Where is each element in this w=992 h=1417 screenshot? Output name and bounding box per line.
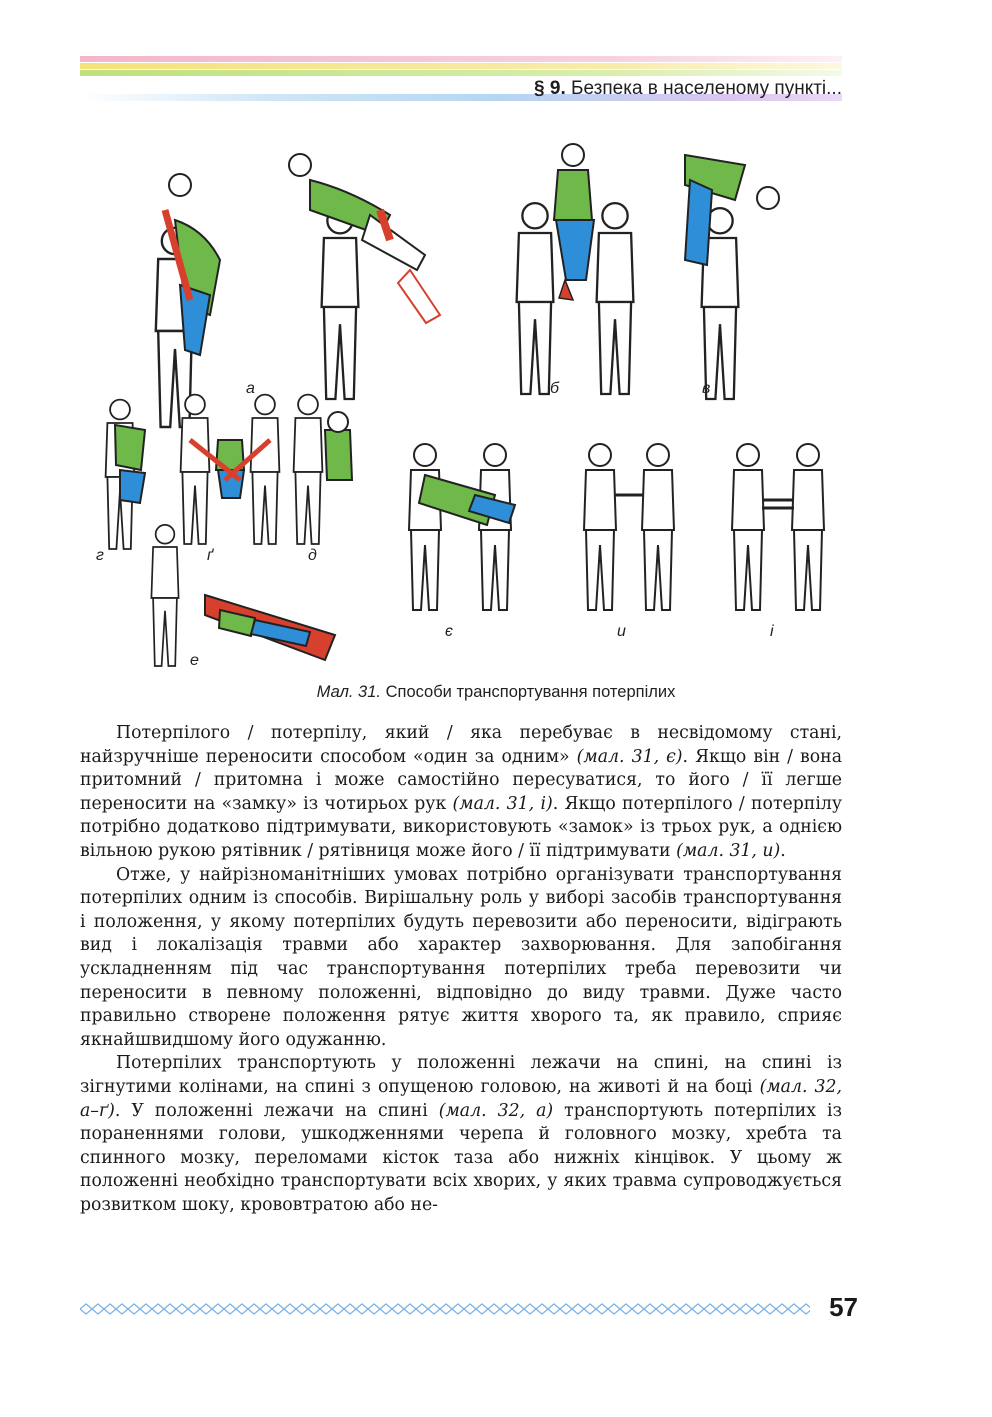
caption-text: Способи транспортування потерпілих xyxy=(385,683,676,701)
text-run: Потерпілого / потерпілу, який / яка перебуває в несвідомому стані, найзручніше переносити способом «один за одним» xyxy=(80,723,842,767)
paragraph-3 xyxy=(80,1052,842,1217)
fig-label-e: е xyxy=(190,652,199,669)
fig-label-d: д xyxy=(308,547,317,564)
figure-caption xyxy=(0,683,992,702)
illustration-b xyxy=(517,144,634,394)
text-run: . Якщо потерпілого / потерпілу потрібно додатково підтримувати, використовують «замок» із трьох рук, а однією вільною рукою рятівник / рятівниця може його / її підтримувати xyxy=(80,793,843,861)
caption-prefix: Мал. 31. xyxy=(316,683,381,701)
illustration-g-prime xyxy=(181,395,280,544)
text-run: Отже, у найрізноманітніших умовах потрібно організувати транспортування потерпілих одним із способів. Вирішальну роль у виборі засобів транспортування і положення, у якому потерпілих будуть перевозити або переносити, відіграють вид і локалізація травми або характер захворювання. Для запобігання ускладненням під час транспортування потерпілих треба перевозити чи переносити в певному положенні, відповідно до виду травми. Дуже часто правильно створене положення рятує життя хворого та, як правило, сприяє якнайшвидшому його одужанню. xyxy=(80,864,842,1050)
fig-label-g: г xyxy=(96,547,104,564)
paragraph-1 xyxy=(80,722,842,864)
body-text xyxy=(80,722,842,1217)
footer-wave-line xyxy=(80,1302,810,1316)
page-number: 57 xyxy=(829,1292,858,1322)
illustration-v xyxy=(685,155,779,399)
text-run: . У положенні лежачи на спині xyxy=(114,1100,439,1121)
fig-label-a: а xyxy=(246,380,255,397)
header-stripe-pink xyxy=(80,56,842,62)
text-run: Потерпілих транспортують у положенні лежачи на спині, на спині із зігнутими колінами, на спині з опущеною головою, на животі й на боці xyxy=(80,1053,842,1097)
illustration-a xyxy=(156,154,440,427)
illustration-g xyxy=(106,400,145,549)
header-stripe-green xyxy=(80,70,842,76)
text-run: . xyxy=(780,840,786,861)
fig-label-b: б xyxy=(550,380,559,397)
paragraph-2 xyxy=(80,864,842,1053)
figure-ref: (мал. 31, и) xyxy=(676,840,781,861)
transport-illustrations xyxy=(80,140,850,700)
figure-ref: (мал. 31, і) xyxy=(452,793,553,814)
header-stripe-yellow xyxy=(80,63,842,69)
section-title: Безпека в населеному пункті... xyxy=(571,78,842,99)
section-mark: § 9. xyxy=(534,78,566,99)
figure-ref: (мал. 32, а) xyxy=(438,1100,554,1121)
text-run: . Якщо він / вона притомний / притомна і може самостійно пересуватися, то його / її легше переносити на «замку» із чотирьох рук xyxy=(80,746,842,814)
illustration-d xyxy=(294,395,352,544)
section-header xyxy=(534,78,842,100)
fig-label-i: і xyxy=(770,623,774,640)
fig-label-y: и xyxy=(617,623,626,640)
fig-label-g-prime: ґ xyxy=(207,547,213,564)
fig-label-ye: є xyxy=(445,623,453,640)
text-run: транспортують потерпілих із пораненнями голови, ушкодженнями черепа й головного мозку, хребта та спинного мозку, переломами кісток таза або нижніх кінцівок. У цьому ж положенні необхідно транспортувати всіх хворих, у яких травма супроводжується розвитком шоку, крововтратою або не- xyxy=(80,1100,842,1215)
fig-label-v: в xyxy=(702,380,711,397)
figure-31 xyxy=(80,140,850,700)
figure-ref: (мал. 31, є) xyxy=(576,746,683,767)
illustration-i xyxy=(732,444,824,610)
illustration-y xyxy=(584,444,674,610)
illustration-ye xyxy=(409,444,515,610)
figure-ref: (мал. 32, а–ґ) xyxy=(80,1076,842,1121)
